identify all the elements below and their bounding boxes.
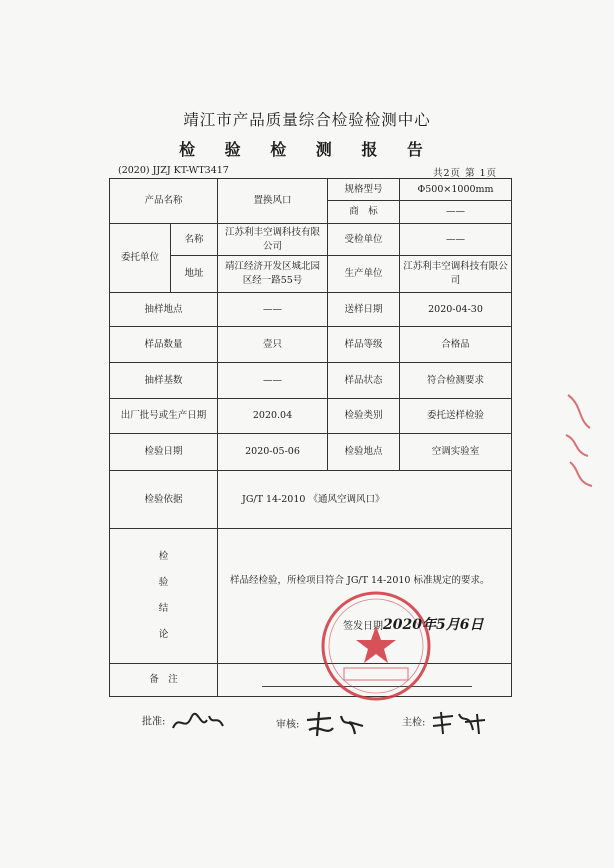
- producer-value: 江苏利丰空调科技有限公司: [400, 256, 512, 293]
- sign-date-label: 签发日期: [343, 621, 383, 632]
- client-addr-label: 地址: [171, 256, 218, 293]
- conclusion-char-4: 论: [158, 629, 169, 640]
- reviewer-handwriting: [303, 710, 367, 740]
- basis-value: JG/T 14-2010 《通风空调风口》: [218, 471, 512, 529]
- sample-grade-value: 合格品: [400, 327, 512, 363]
- conclusion-text: 样品经检验，所检项目符合 JG/T 14-2010 标准规定的要求。: [230, 575, 490, 586]
- page-info: 共2页 第 1页: [433, 168, 498, 179]
- delivery-date-value: 2020-04-30: [400, 293, 512, 327]
- chief-label: 主检:: [402, 717, 426, 729]
- brand-value: ——: [400, 201, 512, 224]
- client-addr-value: 靖江经济开发区城北园区经一路55号: [218, 256, 328, 293]
- spec-label: 规格型号: [328, 179, 400, 201]
- batch-value: 2020.04: [218, 399, 328, 434]
- conclusion-char-2: 验: [158, 577, 169, 588]
- product-name-label: 产品名称: [110, 179, 218, 224]
- approver-label: 批准:: [142, 716, 166, 728]
- conclusion-char-3: 结: [158, 603, 169, 614]
- test-place-label: 检验地点: [328, 434, 400, 471]
- client-name-label: 名称: [171, 224, 218, 256]
- sample-state-value: 符合检测要求: [400, 363, 512, 399]
- test-date-label: 检验日期: [110, 434, 218, 471]
- edge-seal-fragment: [560, 390, 600, 490]
- reviewer-signature: [276, 710, 367, 740]
- sign-date-handwritten: 2020年5月6日: [383, 617, 484, 633]
- receiver-label: 受检单位: [328, 224, 400, 256]
- sampling-base-value: ——: [218, 363, 328, 399]
- sample-qty-value: 壹只: [218, 327, 328, 363]
- chief-signature: [402, 710, 489, 736]
- report-title: 检 验 检 测 报 告: [179, 140, 435, 159]
- reviewer-label: 审核:: [276, 719, 300, 731]
- sample-state-label: 样品状态: [328, 363, 400, 399]
- chief-handwriting: [429, 710, 489, 736]
- batch-label: 出厂批号或生产日期: [110, 399, 218, 434]
- remark-label: 备 注: [110, 664, 218, 697]
- product-name-value: 置换风口: [218, 179, 328, 224]
- sampling-base-label: 抽样基数: [110, 363, 218, 399]
- approver-handwriting: [169, 710, 225, 734]
- test-type-label: 检验类别: [328, 399, 400, 434]
- brand-label: 商 标: [328, 201, 400, 224]
- receiver-value: ——: [400, 224, 512, 256]
- sample-grade-label: 样品等级: [328, 327, 400, 363]
- conclusion-label: [110, 529, 218, 664]
- report-number: (2020) JJZJ KT-WT3417: [118, 165, 229, 176]
- test-type-value: 委托送样检验: [400, 399, 512, 434]
- sampling-place-label: 抽样地点: [110, 293, 218, 327]
- producer-label: 生产单位: [328, 256, 400, 293]
- basis-label: 检验依据: [110, 471, 218, 529]
- test-place-value: 空调实验室: [400, 434, 512, 471]
- delivery-date-label: 送样日期: [328, 293, 400, 327]
- test-date-value: 2020-05-06: [218, 434, 328, 471]
- client-label: 委托单位: [110, 224, 171, 293]
- spec-value: Φ500×1000mm: [400, 179, 512, 201]
- official-seal: [318, 588, 434, 704]
- approver-signature: [142, 710, 225, 734]
- conclusion-char-1: 检: [158, 551, 169, 562]
- sample-qty-label: 样品数量: [110, 327, 218, 363]
- sign-date: [343, 614, 483, 634]
- sampling-place-value: ——: [218, 293, 328, 327]
- org-title: 靖江市产品质量综合检验检测中心: [183, 111, 431, 129]
- client-name-value: 江苏利丰空调科技有限公司: [218, 224, 328, 256]
